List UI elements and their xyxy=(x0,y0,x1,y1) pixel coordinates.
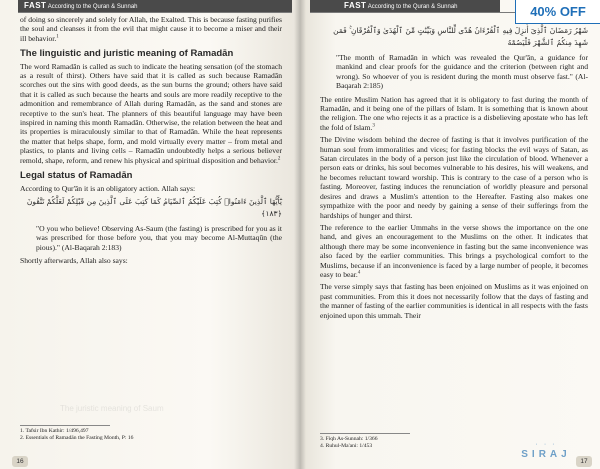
footnote-ref: 1 xyxy=(56,34,59,40)
watermark-logo-text: SIRAJ xyxy=(521,449,571,460)
arabic-verse-2-185: شَهْرُ رَمَضَانَ ٱلَّذِىٓ أُنزِلَ فِيهِ ٱلْقُرْءَانُ هُدًى لِّلنَّاسِ وَبَيِّنَٰتٍ مِّنَ ٱلْهُدَىٰ وَٱلْفُرْقَانِ ۚ فَمَن شَهِدَ مِنكُمُ ٱلشَّهْرَ فَلْيَصُمْهُ xyxy=(333,26,588,47)
book-spine-shadow xyxy=(294,0,306,469)
footnote-ref: 2 xyxy=(277,156,281,162)
discount-badge: 40% OFF xyxy=(515,0,600,24)
footnote-separator xyxy=(320,433,410,434)
header-brand: FAST xyxy=(344,1,367,10)
right-paragraph-2: The Divine wisdom behind the decree of fasting is that it involves purification of the human soul from immoralities and vices; for fasting blocks the evil ways of Satan, as Satan circulates in the body of a person just like the circulation of blood. Whenever a person eats or drinks, his soul becomes vulnerable to his desires, his will weakens, and he becomes reluctant toward worship. This is contrary to the case of a person who is fasting. Moreover, fasting induces the renunciation of worldly pleasure and personal desires and draws a Muslim's attention to the Hereafter. Fasting also makes one sympathize with the poor and needy by gaining a sense of their sufferings from the hardships of hunger and thirst. xyxy=(320,135,588,220)
header-subtitle: According to the Quran & Sunnah xyxy=(47,4,138,10)
footnote-3: 3. Fiqh As-Sunnah: 1/366 xyxy=(320,436,378,442)
verse-translation-2-183: "O you who believe! Observing As-Saum (the fasting) is prescribed for you as it was prescribed for those before you, that you may become Al-Muttaqūn (the pious)." (Al-Baqarah 2:183) xyxy=(36,223,282,252)
left-paragraph-1: of doing so sincerely and solely for Allah, the Exalted. This is because fasting purifies the soul and cleanses it from the evil that might cause it to become a miser and their ill behavior.$^1$ xyxy=(20,15,282,43)
verse-translation-2-185: "The month of Ramadān in which was revealed the Qur'ān, a guidance for mankind and clear proofs for the guidance and the criterion (between right and wrong). So whoever of you is resident during the month must observe fast." (Al-Baqarah 2:185) xyxy=(336,53,588,91)
right-paragraph-1: The entire Muslim Nation has agreed that it is obligatory to fast during the month of Ramadān, and it being one of the pillars of Islam. It is something that is known about the religion. The one who rejects it as a practice is a disbelieving apostate who has left the fold of Islam.$^3$ xyxy=(320,94,588,132)
footnote-separator xyxy=(20,425,110,426)
bleed-through-text: The juristic meaning of Saum xyxy=(60,404,164,413)
left-paragraph-2: The word Ramadān is called as such to indicate the heating sensation (of the stomach as a result of thirst). Others have said that it is called as such because Ramadān scorches out the sins with good deeds, as the sun burns the ground; others have said that it is called as such because the hearts and souls are more readily receptive to the admonition and remembrance of Allah during Ramadān, as the sand and stones are receptive to the sun's heat. The planners of this beautiful language may have been inspired in naming this month Ramadān. Otherwise, the relation between the heat and its properties is miraculously similar to that of Ramadān. While the heat represents the matter that helps shape, form, and mold virtually every matter – from metal and plastics, to plants and living cells – Ramadān undoubtedly helps a serious believer remold, shape, reform, and renew his physical and spiritual disposition and behavior.$^2$ xyxy=(20,61,282,165)
arabic-verse-2-183: يَٰٓأَيُّهَا ٱلَّذِينَ ءَامَنُوا۟ كُتِبَ عَلَيْكُمُ ٱلصِّيَامُ كَمَا كُتِبَ عَلَى ٱلَّذِينَ مِن قَبْلِكُمْ لَعَلَّكُمْ تَتَّقُونَ ﴿١٨٣﴾ xyxy=(26,196,282,218)
right-running-header xyxy=(310,0,500,12)
watermark-logo-dots: · · · xyxy=(535,441,557,448)
footnote-4: 4. Ruhul-Ma'ani: 1/453 xyxy=(320,443,373,449)
left-page-body xyxy=(20,15,282,269)
footnote-2: 2. Essentials of Ramadān the Fasting Month, P: 16 xyxy=(20,435,134,441)
right-page-number: 17 xyxy=(576,456,592,467)
left-page-number: 16 xyxy=(12,456,28,467)
header-brand: FAST xyxy=(24,1,47,10)
left-footnotes xyxy=(20,420,282,442)
footnote-ref: 4 xyxy=(357,270,361,276)
right-page xyxy=(300,0,600,469)
left-paragraph-4: Shortly afterwards, Allah also says: xyxy=(20,256,128,266)
store-watermark xyxy=(508,440,584,461)
header-rule xyxy=(18,12,292,13)
section-heading-legal-status: Legal status of Ramadān xyxy=(20,170,133,182)
right-paragraph-4: The verse simply says that fasting has been enjoined on Muslims as it was enjoined on past communities. From this it does not necessarily follow that the days of fasting and the manner of fasting of the earlier communities is identical in all respects with the fasts enjoined upon this ummah. Their xyxy=(320,282,588,320)
left-paragraph-3: According to Qur'ān it is an obligatory action. Allah says: xyxy=(20,183,196,193)
section-heading-linguistic: The linguistic and juristic meaning of Ramadān xyxy=(20,48,234,60)
right-paragraph-3: The reference to the earlier Ummahs in the verse shows the importance on the one hand, and gives an encouragement to the Muslims on the other. It indicates that although there may be some inconvenience in fasting but the same inconvenience was also faced by the earlier communities. This brings a psychological comfort to the Muslims, because if an inconvenience is faced by a large number of people, it becomes easy to bear.$^4$ xyxy=(320,222,588,279)
footnote-ref: 3 xyxy=(372,123,375,129)
header-subtitle: According to the Quran & Sunnah xyxy=(367,4,458,10)
left-running-header xyxy=(18,0,292,12)
right-page-body xyxy=(320,22,588,323)
footnote-1: 1. Tafsir Ibn Kathir: 1/496,497 xyxy=(20,428,89,434)
